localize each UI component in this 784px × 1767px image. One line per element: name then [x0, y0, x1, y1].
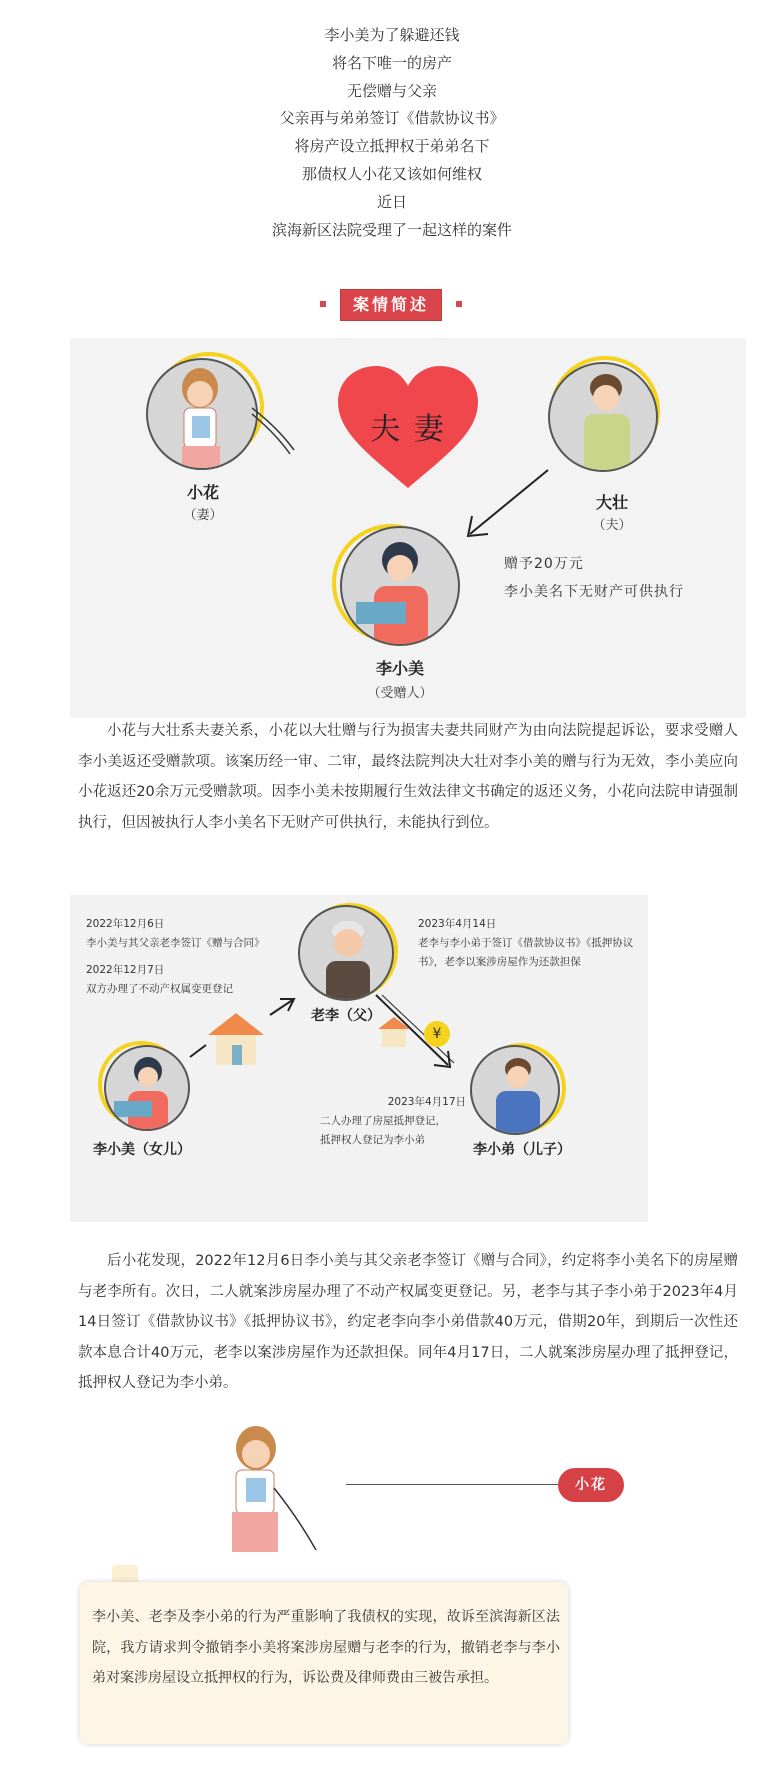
lixiaomei-name: 李小美: [375, 659, 424, 678]
case-paragraph-2: 后小花发现，2022年12月6日李小美与其父亲老李签订《赠与合同》，约定将李小美名下的房屋赠与老李所有。次日，二人就案涉房屋办理了不动产权属变更登记。另，老李与其子李小弟于2023年4月14日签订《借款协议书》《抵押协议书》，约定老李向李小弟借款40万元，借期20年，到期后一次性还款本息合计40万元，老李以案涉房屋作为还款担保。同年4月17日，二人就案涉房屋办理了抵押登记，抵押权人登记为李小弟。: [78, 1253, 738, 1392]
arrow-up-right-icon: [184, 995, 304, 1065]
man-illustration-icon: [550, 364, 658, 472]
intro-line: 滨海新区法院受理了一起这样的案件: [271, 220, 512, 239]
woman-illustration-icon: [148, 360, 258, 470]
event1-date: 2022年12月6日: [86, 918, 165, 930]
section-title-label: 案情简述: [340, 289, 442, 321]
section-title: [318, 287, 464, 321]
dazhuang-avatar: [548, 362, 658, 472]
intro-line: 将房产设立抵押权于弟弟名下: [294, 137, 490, 156]
xiaohua-role: （妻）: [183, 508, 223, 523]
laoli-name: 老李（父）: [311, 1008, 381, 1024]
event1-block: [86, 915, 296, 999]
intro-line: 父亲再与弟弟签订《借款协议书》: [279, 109, 505, 128]
lixiaodi-avatar: [470, 1045, 560, 1135]
gift-note-line2: 李小美名下无财产可供执行: [504, 584, 684, 600]
old-man-illustration-icon: [300, 907, 394, 1001]
boy-illustration-icon: [472, 1047, 560, 1135]
decor-dot: [320, 301, 326, 307]
xiaohua-avatar: [146, 358, 258, 470]
intro-line: 将名下唯一的房产: [331, 53, 452, 72]
quote-text: 李小美、老李及李小弟的行为严重影响了我债权的实现，故诉至滨海新区法院，我方请求判令撤销李小美将案涉房屋赠与老李的行为，撤销老李与李小弟对案涉房屋设立抵押权的行为，诉讼费及律师费由三被告承担。: [92, 1609, 560, 1686]
arrow-icon: [458, 464, 558, 544]
transfer-diagram: [70, 895, 648, 1222]
girl-illustration-icon: [106, 1047, 190, 1131]
event4-date: 2023年4月17日: [387, 1096, 466, 1108]
event3-date: 2023年4月14日: [418, 918, 497, 930]
event3-block: [418, 915, 642, 972]
lixiaomei-avatar: [340, 526, 460, 646]
speaker-quote: [80, 1582, 568, 1744]
gift-note: [504, 550, 744, 606]
intro-line: 那债权人小花又该如何维权: [301, 164, 482, 183]
intro-line: 近日: [376, 192, 407, 211]
decor-dot: [456, 301, 462, 307]
divider-line: [346, 1484, 560, 1485]
pointing-arm-icon: [250, 398, 300, 458]
dazhuang-name: 大壮: [595, 493, 628, 512]
event1-text: 李小美与其父亲老李签订《赠与合同》: [86, 937, 265, 949]
yen-coin-icon: ¥: [424, 1021, 450, 1047]
event2-text: 双方办理了不动产权属变更登记: [86, 983, 233, 995]
laoli-avatar: [298, 905, 394, 1001]
lixiaodi-name: 李小弟（儿子）: [473, 1142, 571, 1158]
event4-block: [320, 1093, 480, 1150]
xiaohua-illustration-icon: [200, 1418, 326, 1558]
lixiaomei-daughter-name: 李小美（女儿）: [93, 1142, 191, 1158]
case-paragraph-1: 小花与大壮系夫妻关系，小花以大壮赠与行为损害夫妻共同财产为由向法院提起诉讼，要求受赠人李小美返还受赠款项。该案历经一审、二审，最终法院判决大壮对李小美的赠与行为无效，李小美应向小花返还20余万元受赠款项。因李小美未按期履行生效法律文书确定的返还义务，小花向法院申请强制执行，但因被执行人李小美名下无财产可供执行，未能执行到位。: [78, 723, 738, 831]
dazhuang-role: （夫）: [592, 518, 632, 533]
house-icon: [374, 1013, 414, 1049]
event2-date: 2022年12月7日: [86, 964, 165, 976]
xiaohua-name: 小花: [186, 483, 219, 502]
event4-line1: 二人办理了房屋抵押登记，: [320, 1115, 446, 1127]
event4-line2: 抵押权人登记为李小弟: [320, 1134, 425, 1146]
relationship-diagram: [70, 338, 746, 718]
intro-line: 无偿赠与父亲: [346, 81, 437, 100]
heart-label: 夫 妻: [370, 412, 446, 447]
lixiaomei-daughter-avatar: [104, 1045, 190, 1131]
gift-note-line1: 赠予20万元: [504, 556, 584, 572]
girl-illustration-icon: [342, 528, 460, 646]
speaker-badge: 小花: [558, 1468, 624, 1502]
event3-text: 老李与李小弟于签订《借款协议书》《抵押协议书》，老李以案涉房屋作为还款担保: [418, 937, 634, 968]
intro-text: [0, 22, 784, 244]
lixiaomei-role: （受赠人）: [367, 686, 433, 701]
intro-line: 李小美为了躲避还钱: [324, 26, 460, 44]
